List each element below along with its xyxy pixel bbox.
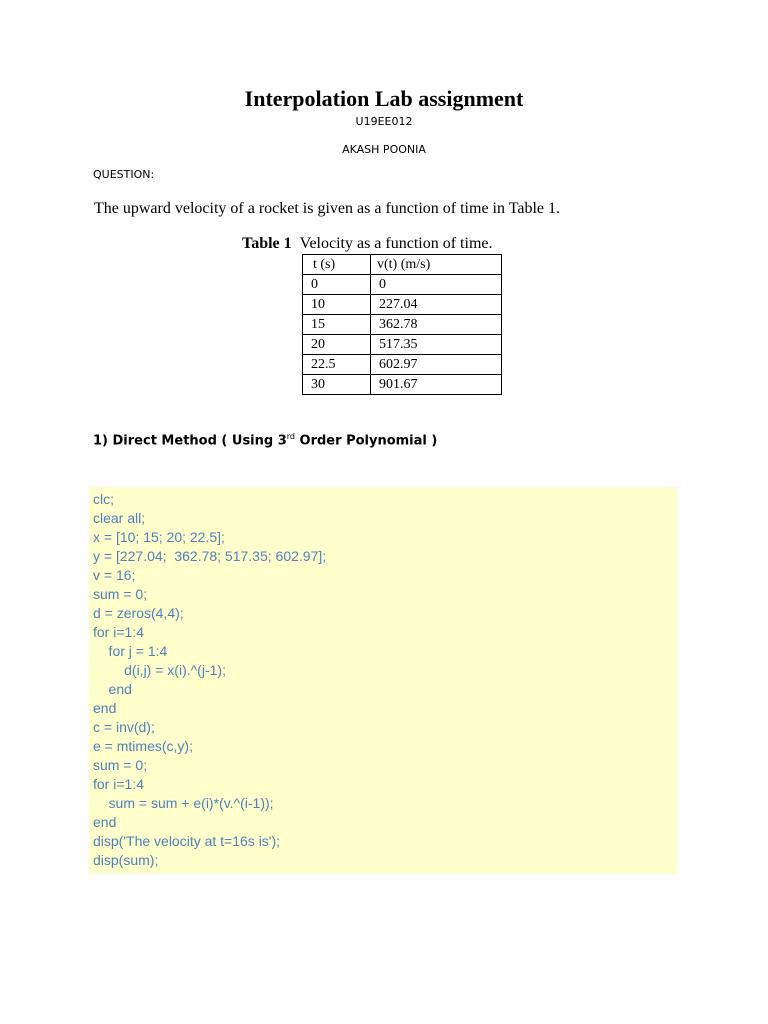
table-header-row xyxy=(303,255,502,275)
code-line: v = 16; xyxy=(93,567,136,583)
table-cell-time: 22.5 xyxy=(303,355,371,375)
table-cell-velocity: 0 xyxy=(371,275,502,295)
code-line: end xyxy=(93,681,132,697)
table-cell-time: 0 xyxy=(303,275,371,295)
roll-number: U19EE012 xyxy=(355,115,413,128)
code-line: disp('The velocity at t=16s is'); xyxy=(93,833,281,849)
table-row xyxy=(303,355,502,375)
code-line: end xyxy=(93,700,117,716)
table-caption-label: Table 1 xyxy=(242,235,292,252)
section-heading-suffix: Order Polynomial ) xyxy=(295,433,438,449)
table-header-time: t (s) xyxy=(303,255,371,275)
code-line: disp(sum); xyxy=(93,852,159,868)
code-line: end xyxy=(93,814,117,830)
velocity-table xyxy=(302,254,502,395)
code-line: clc; xyxy=(93,491,114,507)
document-title: Interpolation Lab assignment xyxy=(244,86,524,111)
table-header-velocity: v(t) (m/s) xyxy=(371,255,502,275)
code-line: d(i,j) = x(i).^(j-1); xyxy=(93,662,226,678)
table-cell-time: 15 xyxy=(303,315,371,335)
code-line: sum = sum + e(i)*(v.^(i-1)); xyxy=(93,795,274,811)
table-cell-velocity: 602.97 xyxy=(371,355,502,375)
question-label: QUESTION: xyxy=(93,168,155,181)
table-cell-velocity: 227.04 xyxy=(371,295,502,315)
section-heading-superscript: rd xyxy=(286,432,296,441)
code-line: sum = 0; xyxy=(93,586,148,602)
table-row xyxy=(303,335,502,355)
section-heading-direct-method xyxy=(93,432,437,448)
table-cell-time: 30 xyxy=(303,375,371,395)
code-line: y = [227.04; 362.78; 517.35; 602.97]; xyxy=(93,548,327,564)
table-row xyxy=(303,315,502,335)
table-row xyxy=(303,375,502,395)
code-line: c = inv(d); xyxy=(93,719,155,735)
table-caption xyxy=(242,235,493,253)
table-caption-text: Velocity as a function of time. xyxy=(299,235,493,252)
table-row xyxy=(303,295,502,315)
section-heading-prefix: 1) Direct Method ( Using 3 xyxy=(93,433,287,449)
code-line: for i=1:4 xyxy=(93,776,144,792)
code-line: for i=1:4 xyxy=(93,624,144,640)
code-line: for j = 1:4 xyxy=(93,643,168,659)
code-line: x = [10; 15; 20; 22.5]; xyxy=(93,529,225,545)
code-line: d = zeros(4,4); xyxy=(93,605,184,621)
code-line: clear all; xyxy=(93,510,146,526)
table-cell-time: 10 xyxy=(303,295,371,315)
table-cell-time: 20 xyxy=(303,335,371,355)
table-cell-velocity: 517.35 xyxy=(371,335,502,355)
table-row xyxy=(303,275,502,295)
code-block xyxy=(89,487,677,874)
code-line: sum = 0; xyxy=(93,757,148,773)
table-cell-velocity: 901.67 xyxy=(371,375,502,395)
question-statement: The upward velocity of a rocket is given as a function of time in Table 1. xyxy=(94,200,560,217)
code-line: e = mtimes(c,y); xyxy=(93,738,193,754)
author-name: AKASH POONIA xyxy=(342,143,426,156)
table-cell-velocity: 362.78 xyxy=(371,315,502,335)
